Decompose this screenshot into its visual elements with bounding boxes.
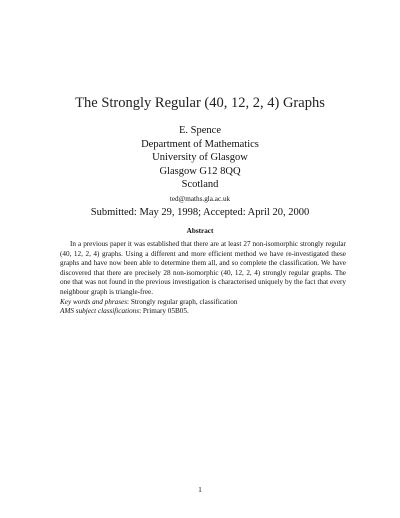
ams-line — [60, 307, 346, 317]
abstract-heading: Abstract — [186, 227, 214, 235]
abstract-text: In a previous paper it was established that there are at least 27 non-isomorphic strongly regular (40, 12, 2, 4) graphs. Using a different and more efficient method we have re-investigated these graphs and have now been able to determine them all, and so complete the classification. We have discovered that there are precisely 28 non-isomorphic (40, 12, 2, 4) strongly regular graphs. The one that was not found in the previous investigation is characterised uniquely by the fact that every neighbour graph is triangle-free. — [60, 240, 346, 296]
keywords-label: Key words and phrases — [60, 297, 128, 306]
affiliation-city: Glasgow G12 8QQ — [159, 165, 241, 177]
paper-title: The Strongly Regular (40, 12, 2, 4) Graphs — [75, 95, 325, 111]
keywords-line — [60, 298, 346, 308]
affiliation-country: Scotland — [181, 179, 219, 190]
author-name: E. Spence — [179, 125, 221, 136]
page-number: 1 — [198, 485, 202, 494]
ams-label: AMS subject classifications — [60, 307, 140, 316]
submission-dates: Submitted: May 29, 1998; Accepted: April 20, 2000 — [90, 206, 310, 218]
ams-value: : Primary 05B05. — [139, 307, 189, 316]
author-email: ted@maths.gla.ac.uk — [169, 194, 231, 203]
author-block — [0, 124, 400, 219]
affiliation-department: Department of Mathematics — [141, 138, 259, 150]
affiliation-university: University of Glasgow — [152, 152, 248, 163]
keywords-value: : Strongly regular graph, classification — [127, 297, 238, 306]
abstract-body — [60, 240, 346, 317]
